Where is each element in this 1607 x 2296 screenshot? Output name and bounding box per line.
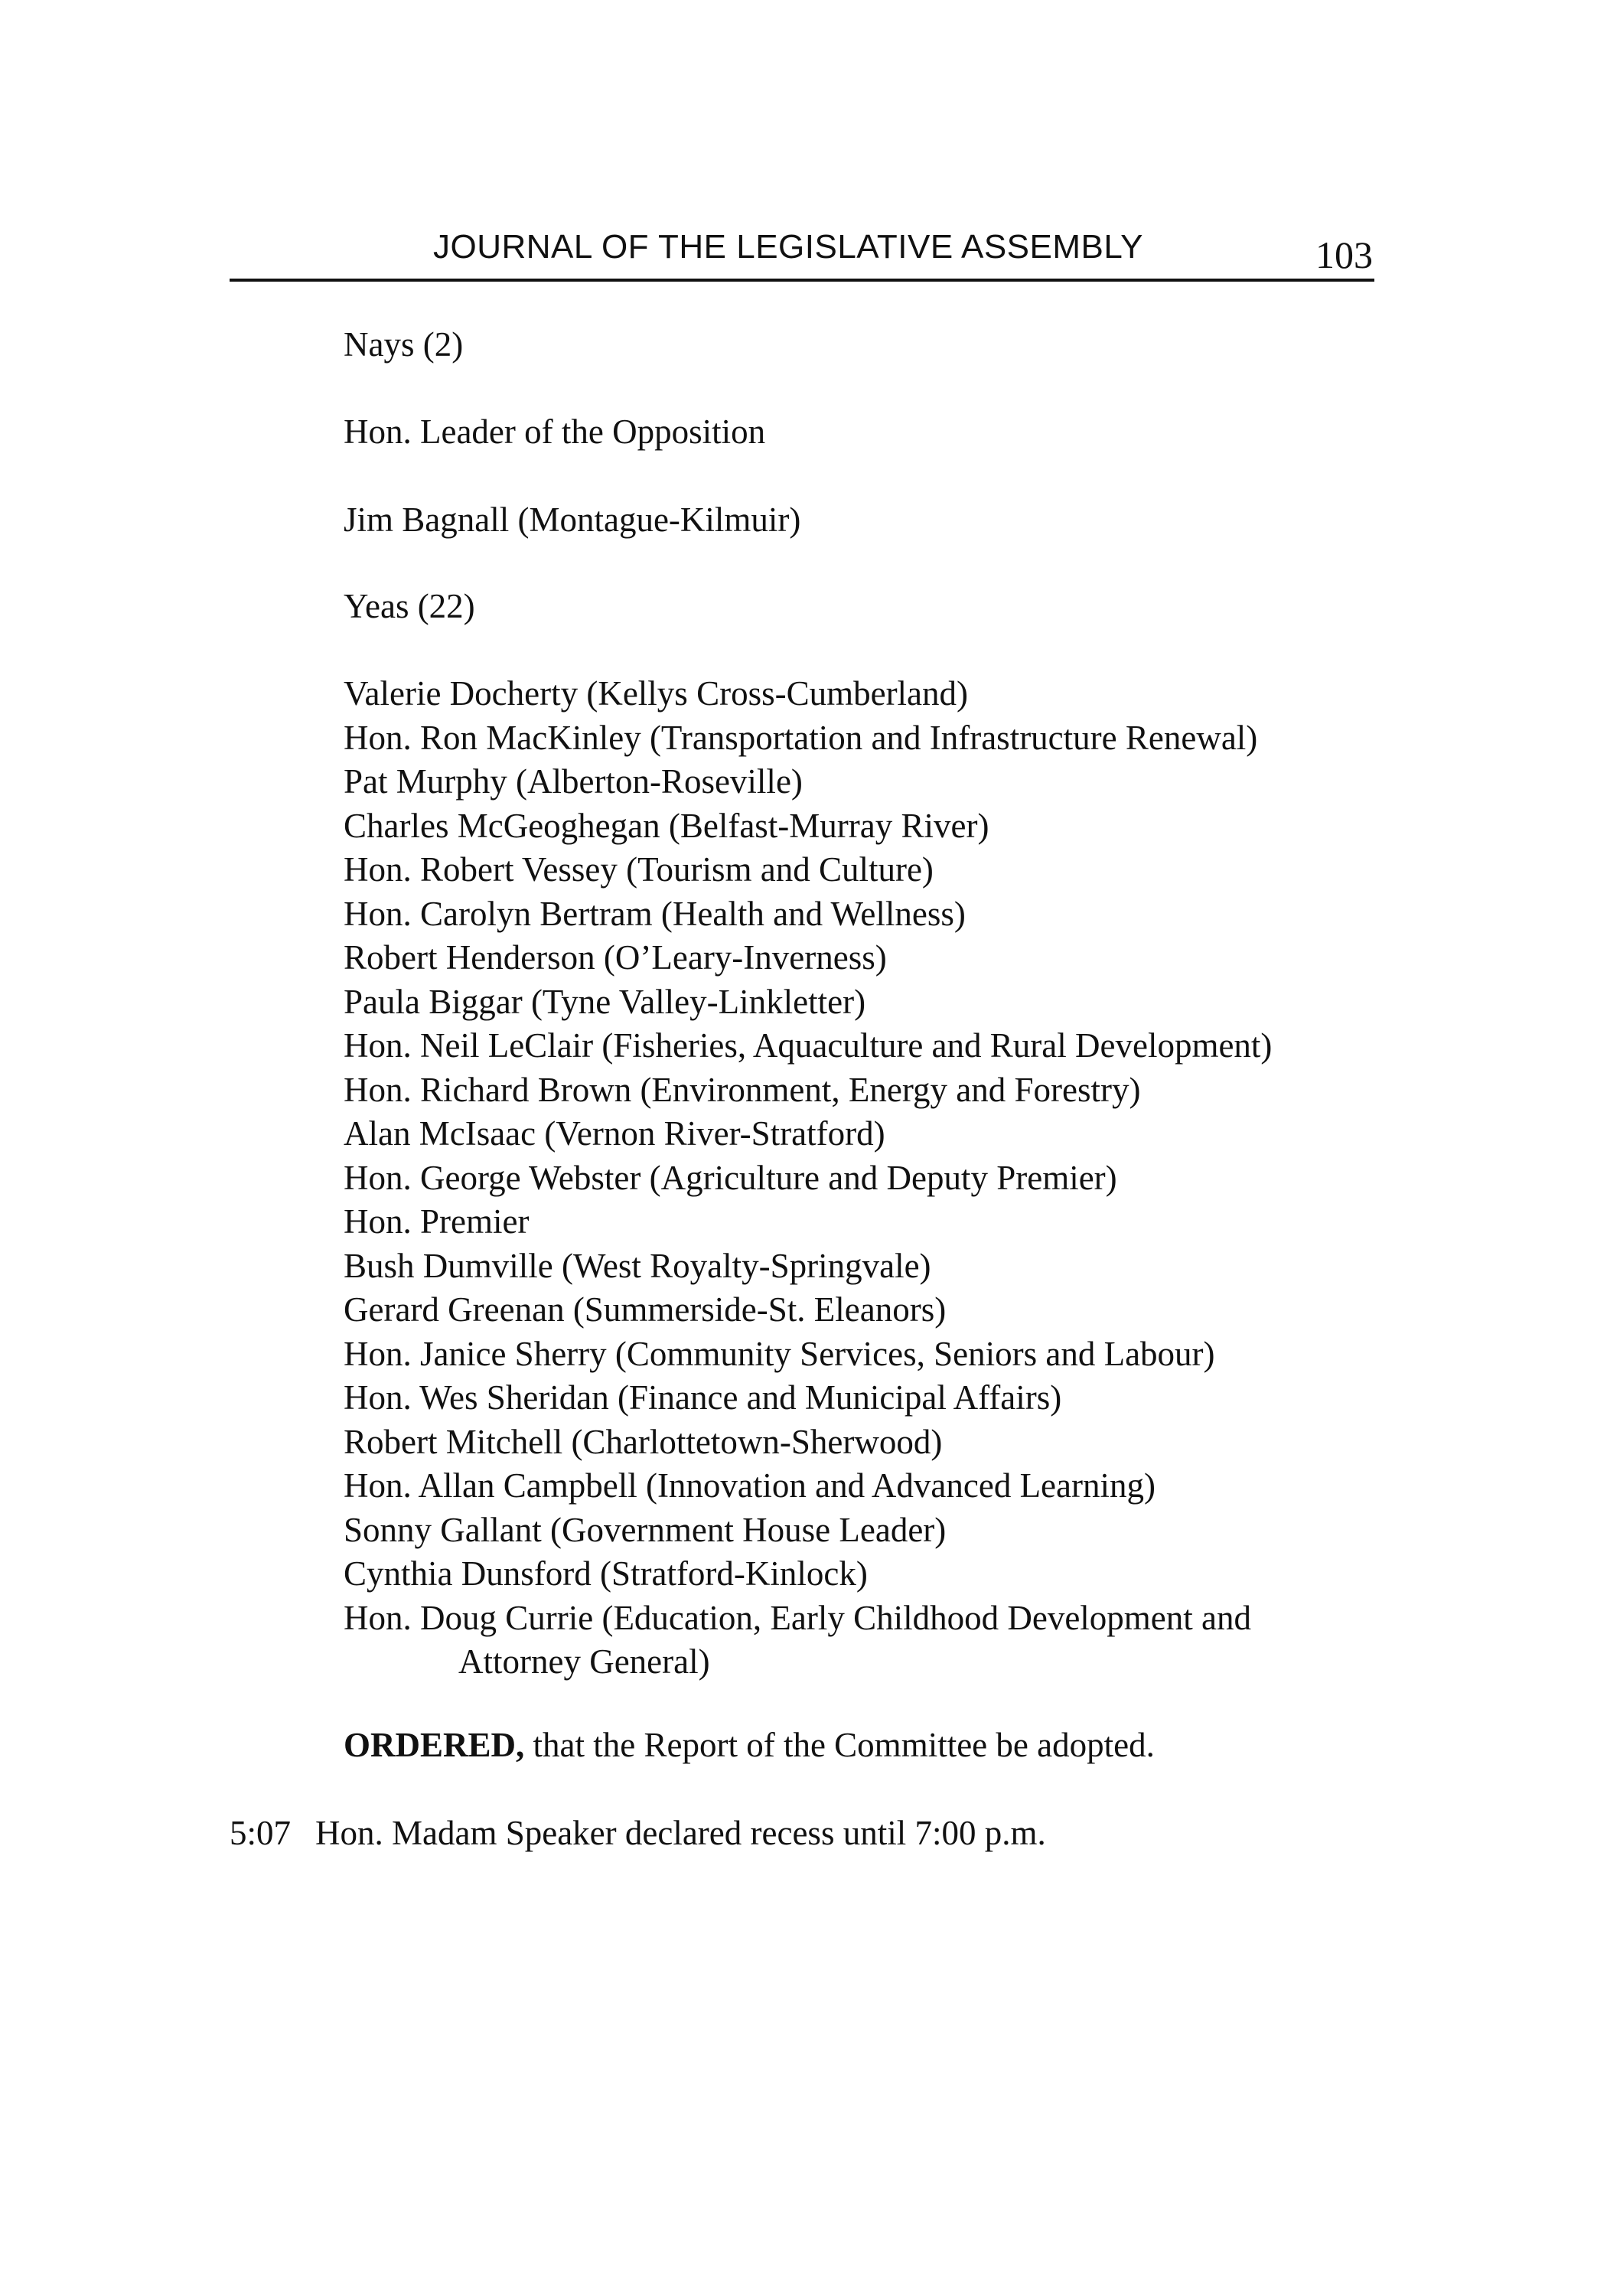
yeas-list: [344, 672, 1272, 1684]
nays-member: Jim Bagnall (Montague-Kilmuir): [344, 501, 801, 539]
recess-time: 5:07: [230, 1814, 292, 1852]
yeas-member: Alan McIsaac (Vernon River-Stratford): [344, 1114, 885, 1153]
yeas-member: Robert Henderson (O’Leary-Inverness): [344, 938, 887, 977]
nays-heading: Nays (2): [344, 325, 464, 364]
yeas-member: Paula Biggar (Tyne Valley-Linkletter): [344, 982, 866, 1021]
yeas-member: Hon. Allan Campbell (Innovation and Advanced Learning): [344, 1466, 1156, 1505]
recess-entry: [230, 1812, 1046, 1856]
yeas-member: Robert Mitchell (Charlottetown-Sherwood): [344, 1422, 943, 1461]
yeas-member: Cynthia Dunsford (Stratford-Kinlock): [344, 1554, 868, 1593]
yeas-member: Bush Dumville (West Royalty-Springvale): [344, 1246, 931, 1285]
yeas-heading: Yeas (22): [344, 587, 475, 625]
yeas-member: Charles McGeoghegan (Belfast-Murray River): [344, 806, 989, 845]
yeas-member: Hon. George Webster (Agriculture and Deputy Premier): [344, 1158, 1117, 1197]
nays-member: Hon. Leader of the Opposition: [344, 413, 766, 451]
yeas-member-continuation: Attorney General): [458, 1642, 710, 1681]
yeas-member: Hon. Premier: [344, 1202, 530, 1241]
running-header: [230, 223, 1374, 282]
journal-title: JOURNAL OF THE LEGISLATIVE ASSEMBLY: [433, 228, 1143, 266]
yeas-member: Gerard Greenan (Summerside-St. Eleanors): [344, 1290, 947, 1329]
yeas-member: Hon. Wes Sheridan (Finance and Municipal Affairs): [344, 1378, 1062, 1417]
ordered-resolution: [344, 1724, 1155, 1768]
yeas-member: Hon. Doug Currie (Education, Early Childhood Development and: [344, 1598, 1251, 1637]
recess-text: Hon. Madam Speaker declared recess until 7:00 p.m.: [315, 1814, 1046, 1852]
yeas-member: Hon. Robert Vessey (Tourism and Culture): [344, 850, 934, 889]
ordered-label: ORDERED,: [344, 1726, 525, 1764]
ordered-text: that the Report of the Committee be adopted.: [524, 1726, 1155, 1764]
yeas-member: Hon. Neil LeClair (Fisheries, Aquaculture and Rural Development): [344, 1026, 1273, 1065]
nays-list: [344, 410, 800, 543]
yeas-member: Sonny Gallant (Government House Leader): [344, 1510, 947, 1549]
yeas-member: Hon. Carolyn Bertram (Health and Wellness): [344, 894, 966, 933]
yeas-member: Valerie Docherty (Kellys Cross-Cumberland): [344, 674, 969, 713]
yeas-member: Hon. Ron MacKinley (Transportation and Infrastructure Renewal): [344, 718, 1258, 757]
yeas-member: Hon. Richard Brown (Environment, Energy and Forestry): [344, 1070, 1141, 1109]
yeas-member: Hon. Janice Sherry (Community Services, Seniors and Labour): [344, 1334, 1215, 1373]
page-number: 103: [1315, 233, 1373, 276]
yeas-member: Pat Murphy (Alberton-Roseville): [344, 762, 803, 801]
